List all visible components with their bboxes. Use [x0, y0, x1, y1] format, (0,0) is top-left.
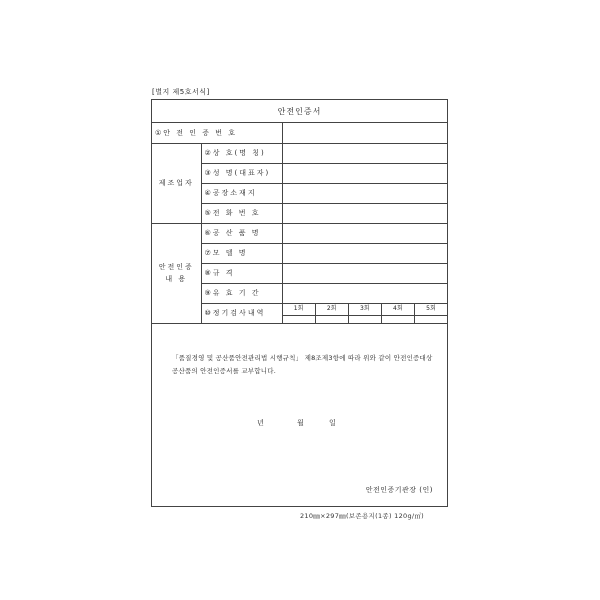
- inspection-round-5: 5회: [414, 304, 447, 315]
- company-name-label: ②상 호(명 칭): [201, 143, 282, 163]
- inspection-round-2: 2회: [315, 304, 348, 315]
- inspection-round-3-value[interactable]: [348, 316, 381, 323]
- cert-number-label: ①안 전 인 증 번 호: [152, 123, 282, 143]
- model-name-value[interactable]: [282, 243, 447, 263]
- validity-value[interactable]: [282, 283, 447, 303]
- phone-label: ⑤전 화 번 호: [201, 203, 282, 223]
- cert-number-value[interactable]: [282, 123, 447, 143]
- factory-address-value[interactable]: [282, 183, 447, 203]
- certificate-fields-table: [152, 123, 447, 324]
- paper-spec-footer: 210㎜×297㎜(보존용지(1종) 120g/㎡): [300, 512, 425, 520]
- issuer-signature: 안전인증기관장 (인): [365, 486, 433, 494]
- spec-value[interactable]: [282, 263, 447, 283]
- date-month: 월: [297, 419, 304, 427]
- model-name-label: ⑦모 델 명: [201, 243, 282, 263]
- issuance-statement: 「품질경영 및 공산품안전관리법 시행규칙」 제8조제3항에 따라 위와 같이 안전인증대상공산품의 안전인증서를 교부합니다.: [172, 354, 433, 375]
- representative-value[interactable]: [282, 163, 447, 183]
- phone-value[interactable]: [282, 203, 447, 223]
- certificate-title: 안전인증서: [152, 100, 447, 123]
- inspection-round-2-value[interactable]: [315, 316, 348, 323]
- inspection-rounds-cell: [282, 303, 447, 323]
- representative-label: ③성 명(대표자): [201, 163, 282, 183]
- inspection-round-1-value[interactable]: [283, 316, 315, 323]
- inspection-round-5-value[interactable]: [414, 316, 447, 323]
- date-year: 년: [257, 419, 264, 427]
- inspection-round-4-value[interactable]: [381, 316, 414, 323]
- certificate-form: [151, 99, 448, 507]
- content-group-label: [152, 223, 201, 323]
- inspection-round-1: 1회: [293, 304, 304, 312]
- inspection-round-3: 3회: [348, 304, 381, 315]
- date-day: 일: [329, 419, 336, 427]
- product-name-label: ⑥공 산 품 명: [201, 223, 282, 243]
- inspection-label: ⑩정기검사내역: [201, 303, 282, 323]
- validity-label: ⑨유 효 기 간: [201, 283, 282, 303]
- spec-label: ⑧규 격: [201, 263, 282, 283]
- inspection-round-4: 4회: [381, 304, 414, 315]
- factory-address-label: ④공장소재지: [201, 183, 282, 203]
- company-name-value[interactable]: [282, 143, 447, 163]
- manufacturer-group-label: 제조업자: [152, 143, 201, 223]
- form-number-label: [별지 제5호서식]: [152, 88, 210, 96]
- content-group-text: 안전인증 내 용: [158, 263, 194, 283]
- product-name-value[interactable]: [282, 223, 447, 243]
